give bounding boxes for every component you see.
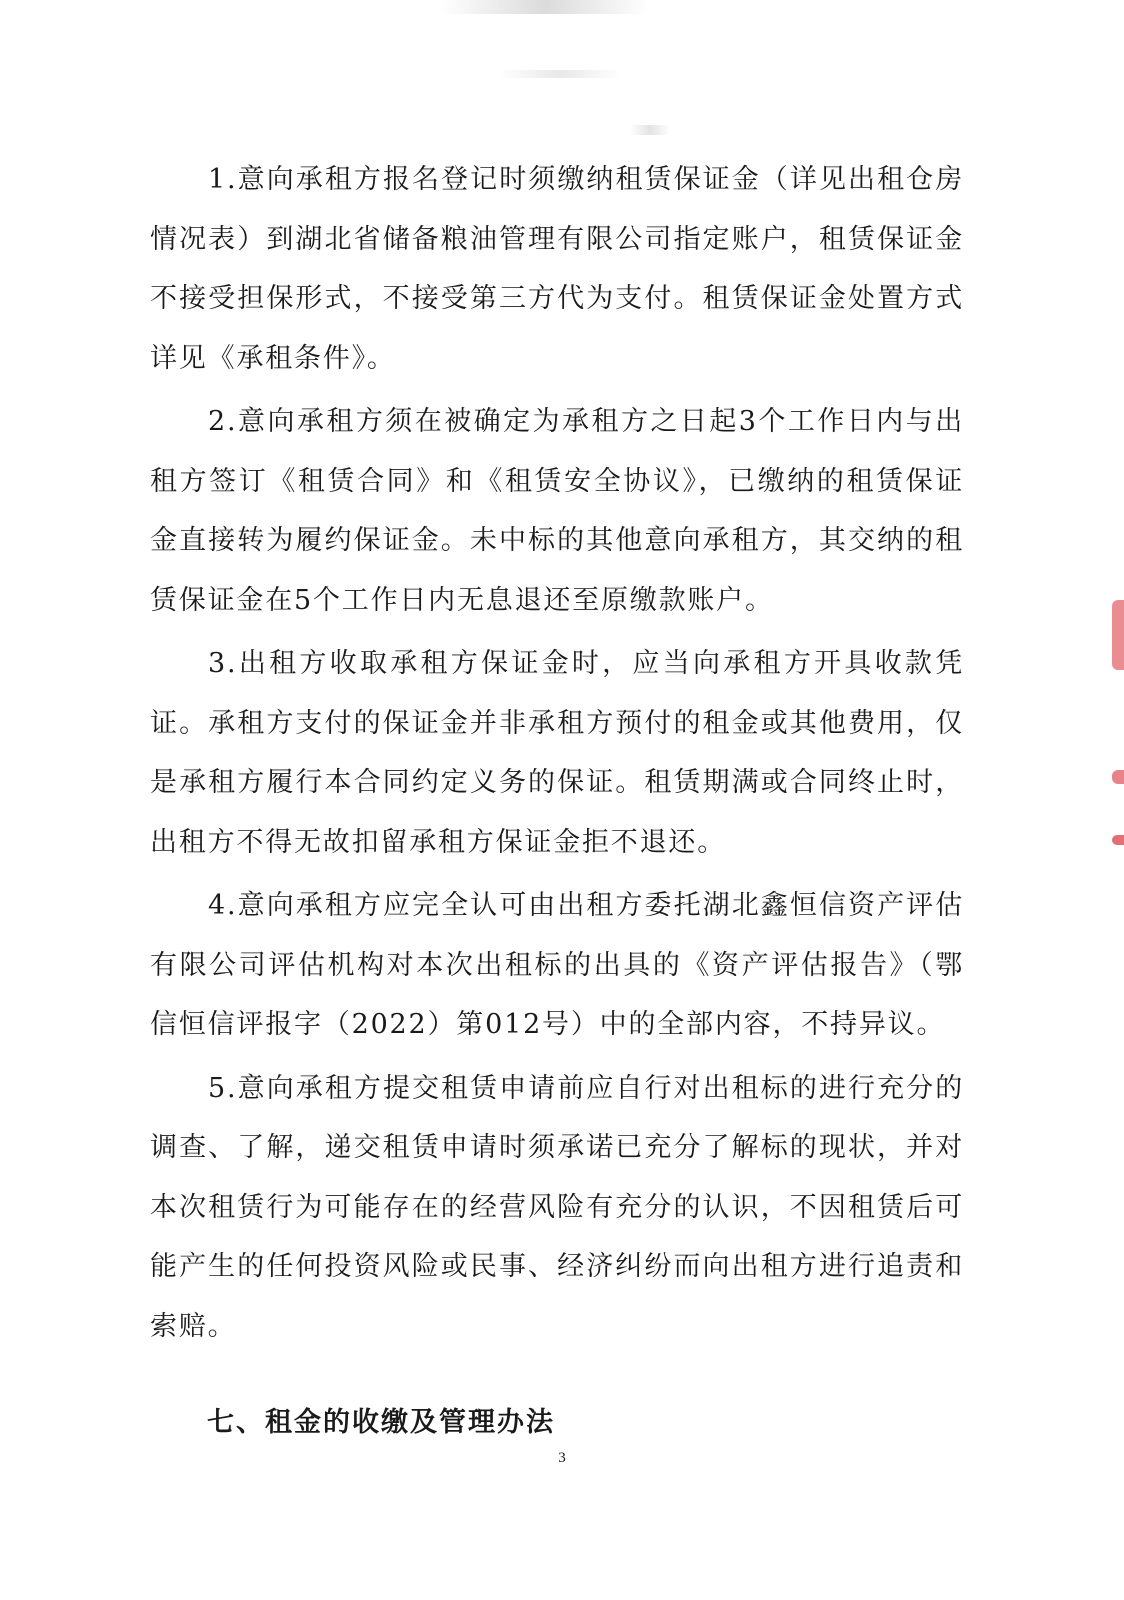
page-number: 3 xyxy=(558,1450,566,1466)
seal-edge-fragment xyxy=(1112,770,1124,784)
section-heading: 七、租金的收缴及管理办法 xyxy=(207,1407,555,1438)
paragraph-deposit-receipt: 3.出租方收取承租方保证金时，应当向承租方开具收款凭证。承租方支付的保证金并非承租方预付的租金或其他费用，仅是承租方履行本合同约定义务的保证。租赁期满或合同终止时，出租方不得无故扣留承租方保证金拒不退还。 xyxy=(150,648,964,858)
scan-artifact-mark xyxy=(500,70,620,78)
paragraph-deposit-payment: 1.意向承租方报名登记时须缴纳租赁保证金（详见出租仓房情况表）到湖北省储备粮油管理有限公司指定账户，租赁保证金不接受担保形式，不接受第三方代为支付。租赁保证金处置方式详见《承租条件》。 xyxy=(150,164,964,374)
paragraph-asset-appraisal: 4.意向承租方应完全认可由出租方委托湖北鑫恒信资产评估有限公司评估机构对本次出租标的出具的《资产评估报告》（鄂信恒信评报字（2022）第012号）中的全部内容，不持异议。 xyxy=(150,890,964,1040)
seal-edge-fragment xyxy=(1112,600,1124,670)
scan-artifact-top xyxy=(440,0,650,14)
scan-artifact-mark-small xyxy=(630,125,670,135)
paragraph-contract-signing: 2.意向承租方须在被确定为承租方之日起3个工作日内与出租方签订《租赁合同》和《租赁安全协议》，已缴纳的租赁保证金直接转为履约保证金。未中标的其他意向承租方，其交纳的租赁保证金在5个工作日内无息退还至原缴款账户。 xyxy=(150,406,964,616)
body-text xyxy=(150,150,964,1360)
paragraph-due-diligence: 5.意向承租方提交租赁申请前应自行对出租标的进行充分的调查、了解，递交租赁申请时须承诺已充分了解标的现状，并对本次租赁行为可能存在的经营风险有充分的认识，不因租赁后可能产生的任何投资风险或民事、经济纠纷而向出租方进行追责和索赔。 xyxy=(150,1072,964,1342)
seal-edge-fragment xyxy=(1112,835,1124,845)
